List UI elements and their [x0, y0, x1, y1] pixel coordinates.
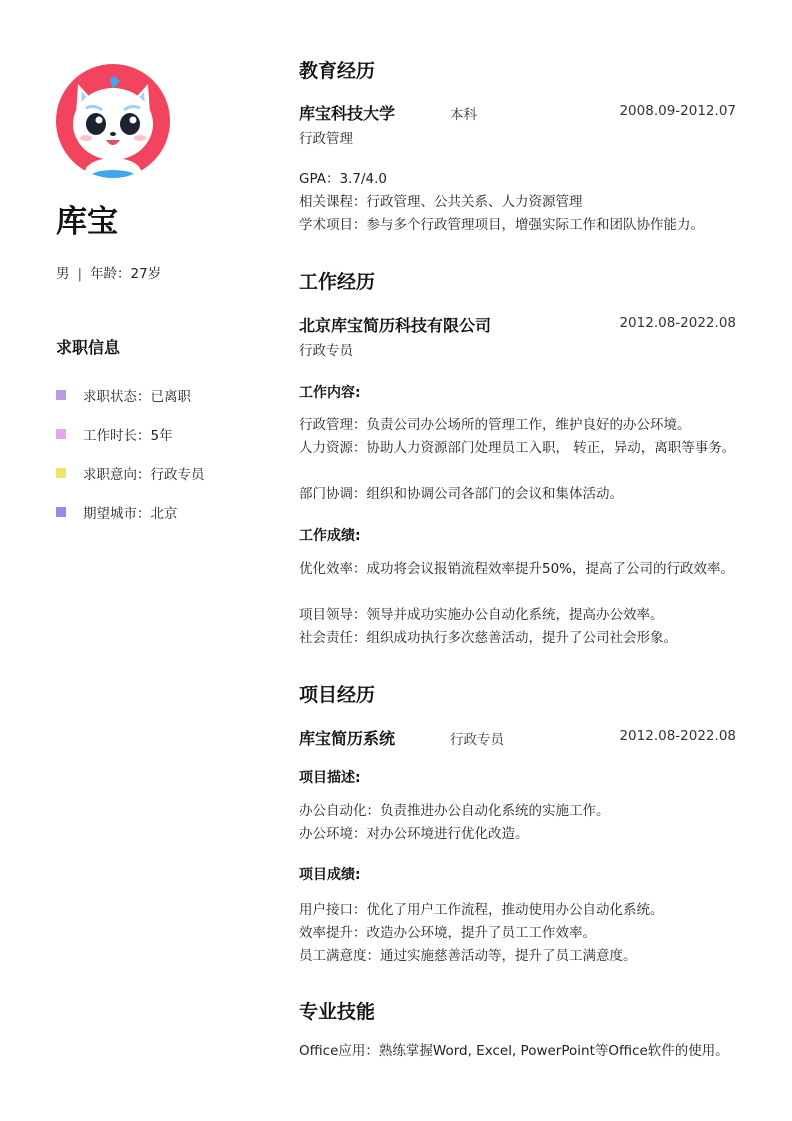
work-achievement-3: 社会责任：组织成功执行多次慈善活动，提升了公司社会形象。: [299, 630, 677, 646]
bullet-square-icon: [56, 429, 66, 439]
school-name: 库宝科技大学: [299, 104, 396, 123]
skills-text: Office应用：熟练掌握Word, Excel, PowerPoint等Office软件的使用。: [299, 1043, 729, 1059]
work-content-3: 部门协调：组织和协调公司各部门的会议和集体活动。: [299, 486, 623, 502]
project-header: [299, 726, 736, 748]
age: 年龄：27岁: [90, 266, 162, 282]
project-title: 项目经历: [299, 684, 376, 706]
bullet-square-icon: [56, 507, 66, 517]
project-results-title: 项目成绩:: [299, 867, 361, 883]
education-date: 2008.09-2012.07: [619, 103, 736, 119]
cat-mascot-icon: [56, 64, 170, 178]
separator: |: [77, 266, 83, 282]
work-title: 工作经历: [299, 271, 376, 293]
education-title: 教育经历: [299, 60, 376, 82]
job-intention: 求职意向：行政专员: [56, 463, 205, 502]
degree: 本科: [450, 107, 477, 123]
bullet-square-icon: [56, 468, 66, 478]
job-info-title: 求职信息: [56, 338, 121, 357]
gender: 男: [56, 266, 70, 282]
bullet-square-icon: [56, 390, 66, 400]
academic-projects: 学术项目：参与多个行政管理项目，增强实际工作和团队协作能力。: [299, 217, 704, 233]
company-name: 北京库宝简历科技有限公司: [299, 316, 492, 335]
courses: 相关课程：行政管理、公共关系、人力资源管理: [299, 194, 583, 210]
project-role: 行政专员: [450, 732, 504, 748]
job-status: 求职状态：已离职: [56, 385, 205, 424]
work-header: [299, 313, 736, 335]
expected-city: 期望城市：北京: [56, 502, 205, 541]
basic-info: [56, 262, 161, 282]
work-content-title: 工作内容:: [299, 385, 361, 401]
job-info-list: [56, 385, 205, 541]
work-content-2: 人力资源：协助人力资源部门处理员工入职， 转正，异动，离职等事务。: [299, 440, 736, 456]
work-achievement-2: 项目领导：领导并成功实施办公自动化系统，提高办公效率。: [299, 607, 664, 623]
gpa: GPA：3.7/4.0: [299, 171, 387, 187]
candidate-name: 库宝: [56, 204, 118, 240]
project-date: 2012.08-2022.08: [619, 728, 736, 744]
education-header: [299, 101, 736, 123]
work-content-1: 行政管理：负责公司办公场所的管理工作，维护良好的办公环境。: [299, 417, 691, 433]
work-date: 2012.08-2022.08: [619, 315, 736, 331]
project-desc-1: 办公自动化：负责推进办公自动化系统的实施工作。: [299, 803, 610, 819]
skills-title: 专业技能: [299, 1001, 376, 1023]
project-result-3: 员工满意度：通过实施慈善活动等，提升了员工满意度。: [299, 948, 637, 964]
project-desc-title: 项目描述:: [299, 770, 361, 786]
work-achievements-title: 工作成绩:: [299, 528, 361, 544]
work-duration: 工作时长：5年: [56, 424, 205, 463]
position: 行政专员: [299, 343, 353, 359]
work-achievement-1: 优化效率：成功将会议报销流程效率提升50%，提高了公司的行政效率。: [299, 561, 735, 577]
project-name: 库宝简历系统: [299, 729, 396, 748]
major: 行政管理: [299, 131, 353, 147]
project-result-2: 效率提升：改造办公环境，提升了员工工作效率。: [299, 925, 596, 941]
project-result-1: 用户接口：优化了用户工作流程，推动使用办公自动化系统。: [299, 902, 664, 918]
avatar: [56, 64, 170, 178]
project-desc-2: 办公环境：对办公环境进行优化改造。: [299, 826, 529, 842]
